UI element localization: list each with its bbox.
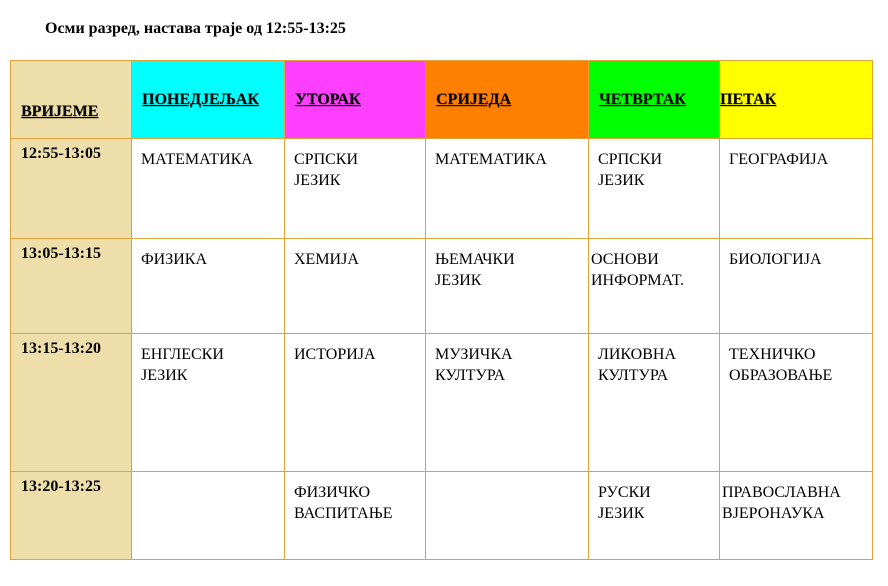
subject-cell: МУЗИЧКА КУЛТУРА	[426, 334, 589, 472]
subject-cell: ЛИКОВНА КУЛТУРА	[589, 334, 720, 472]
subject-cell: БИОЛОГИЈА	[720, 239, 873, 334]
time-slot: 13:20-13:25	[11, 472, 132, 560]
subject-cell: ОСНОВИ ИНФОРМАТ.	[589, 239, 720, 334]
table-row	[11, 239, 873, 334]
subject-cell: МАТЕМАТИКА	[132, 139, 285, 239]
subject-cell: ФИЗИКА	[132, 239, 285, 334]
page-title: Осми разред, настава траје од 12:55-13:25	[45, 20, 346, 37]
day-header-thursday: ЧЕТВРТАК	[589, 61, 720, 139]
time-column-header: ВРИЈЕМЕ	[11, 61, 132, 139]
header-row	[11, 61, 873, 139]
subject-cell: РУСКИ ЈЕЗИК	[589, 472, 720, 560]
subject-cell: ГЕОГРАФИЈА	[720, 139, 873, 239]
day-header-wednesday: СРИЈЕДА	[426, 61, 589, 139]
table-row	[11, 139, 873, 239]
subject-cell	[132, 472, 285, 560]
subject-cell	[426, 472, 589, 560]
subject-cell: ЊЕМАЧКИ ЈЕЗИК	[426, 239, 589, 334]
day-header-tuesday: УТОРАК	[285, 61, 426, 139]
table-row	[11, 334, 873, 472]
subject-cell: ТЕХНИЧКО ОБРАЗОВАЊЕ	[720, 334, 873, 472]
time-slot: 13:05-13:15	[11, 239, 132, 334]
subject-cell: ИСТОРИЈА	[285, 334, 426, 472]
day-header-friday: ПЕТАК	[720, 61, 873, 139]
subject-cell: СРПСКИ ЈЕЗИК	[285, 139, 426, 239]
timetable	[10, 60, 873, 560]
subject-cell: ПРАВОСЛАВНА ВЈЕРОНАУКА	[720, 472, 873, 560]
time-slot: 13:15-13:20	[11, 334, 132, 472]
table-row	[11, 472, 873, 560]
day-header-monday: ПОНЕДЈЕЉАК	[132, 61, 285, 139]
subject-cell: СРПСКИ ЈЕЗИК	[589, 139, 720, 239]
subject-cell: ХЕМИЈА	[285, 239, 426, 334]
time-slot: 12:55-13:05	[11, 139, 132, 239]
subject-cell: ЕНГЛЕСКИ ЈЕЗИК	[132, 334, 285, 472]
subject-cell: ФИЗИЧКО ВАСПИТАЊЕ	[285, 472, 426, 560]
subject-cell: МАТЕМАТИКА	[426, 139, 589, 239]
